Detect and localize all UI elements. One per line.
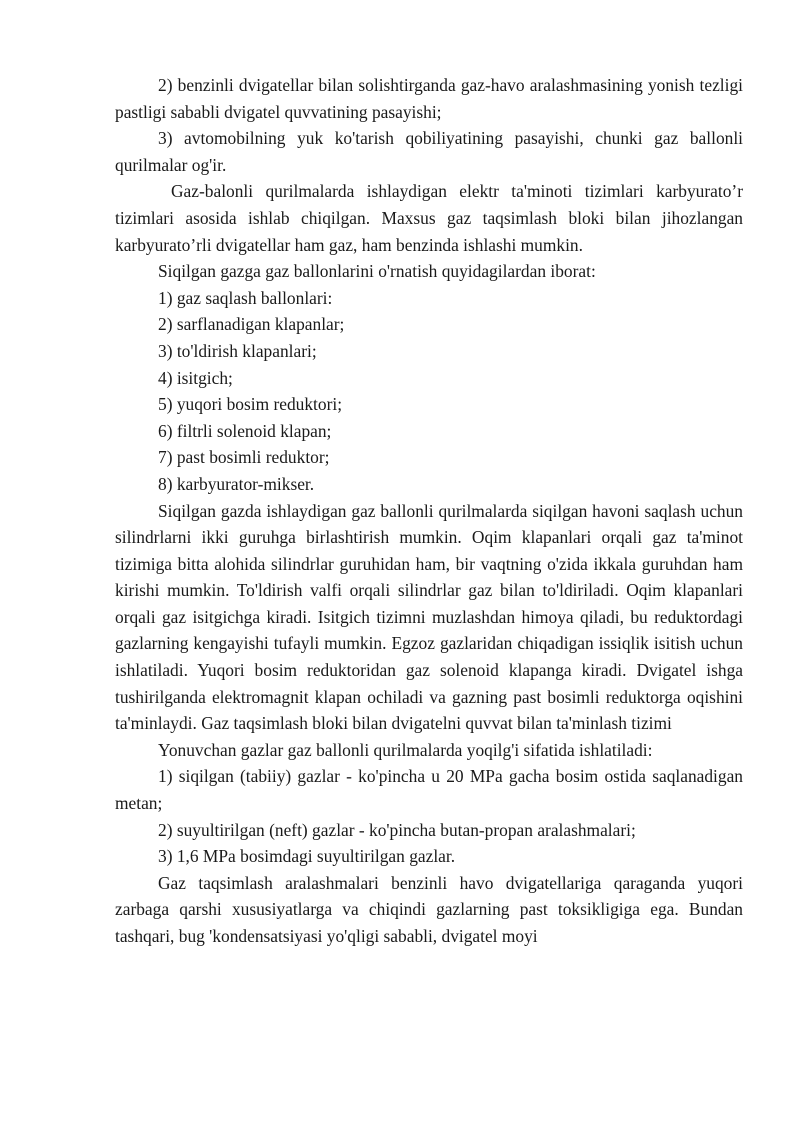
list-item: 5) yuqori bosim reduktori; (158, 394, 343, 415)
list-item: 8) karbyurator-mikser. (158, 473, 315, 494)
list-item: 3) to'ldirish klapanlari; (158, 340, 317, 361)
list-item: 1) siqilgan (tabiiy) gazlar - ko'pincha u 20 MPa gacha bosim ostida saqlanadigan metan; (115, 766, 743, 814)
paragraph-compressed-gas-operation: Siqilgan gazda ishlaydigan gaz ballonli qurilmalarda siqilgan havoni saqlash uchun silindrlarni ikki guruhga birlashtirish mumkin. Oqim klapanlari orqali gaz ta'minot tizimiga bitta alohida silindrlar guruhidan ham, bir vaqtning o'zida ikkala guruhdan ham kirishi mumkin. To'ldirish valfi orqali silindrlar gaz bilan to'ldiriladi. Oqim klapanlari orqali gaz isitgichga kiradi. Isitgich tizimni muzlashdan himoya qiladi, bu reduktordagi gazlarning kengayishi tufayli mumkin. Egzoz gazlaridan chiqadigan issiqlik isitish uchun ishlatiladi. Yuqori bosim reduktoridan gaz solenoid klapanga kiradi. Dvigatel ishga tushirilganda elektromagnit klapan ochiladi va gazning past bosimli reduktorga oqishini ta'minlaydi. Gaz taqsimlash bloki bilan dvigatelni quvvat bilan ta'minlash tizimi (115, 500, 743, 734)
paragraph-installation-intro: Siqilgan gazga gaz ballonlarini o'rnatish quyidagilardan iborat: (158, 261, 596, 282)
list-item: 3) 1,6 MPa bosimdagi suyultirilgan gazlar. (158, 846, 456, 867)
list-item: 7) past bosimli reduktor; (158, 447, 330, 468)
paragraph-fuel-gases-intro: Yonuvchan gazlar gaz ballonli qurilmalarda yoqilg'i sifatida ishlatiladi: (158, 739, 653, 760)
paragraph-gas-balloon-power-systems: Gaz-balonli qurilmalarda ishlaydigan elektr ta'minoti tizimlari karbyurato’r tizimlari asosida ishlab chiqilgan. Maxsus gaz taqsimlash bloki bilan jihozlangan karbyurato’rli dvigatellar ham gaz, ham benzinda ishlashi mumkin. (115, 181, 743, 255)
paragraph-item-3-load-capacity: 3) avtomobilning yuk ko'tarish qobiliyatining pasayishi, chunki gaz ballonli qurilmalar og'ir. (115, 128, 743, 175)
list-item: 1) gaz saqlash ballonlari: (158, 287, 333, 308)
list-item: 2) suyultirilgan (neft) gazlar - ko'pincha butan-propan aralashmalari; (158, 819, 636, 840)
list-item: 6) filtrli solenoid klapan; (158, 420, 332, 441)
list-item: 4) isitgich; (158, 367, 233, 388)
document-page (115, 72, 743, 950)
paragraph-gas-mixture-advantages: Gaz taqsimlash aralashmalari benzinli havo dvigatellariga qaraganda yuqori zarbaga qarshi xususiyatlarga va chiqindi gazlarning past toksikligiga ega. Bundan tashqari, bug 'kondensatsiyasi yo'qligi sababli, dvigatel moyi (115, 872, 743, 946)
paragraph-item-2-power-drop: 2) benzinli dvigatellar bilan solishtirganda gaz-havo aralashmasining yonish tezligi pastligi sababli dvigatel quvvatining pasayishi; (115, 75, 743, 122)
list-item: 2) sarflanadigan klapanlar; (158, 314, 345, 335)
